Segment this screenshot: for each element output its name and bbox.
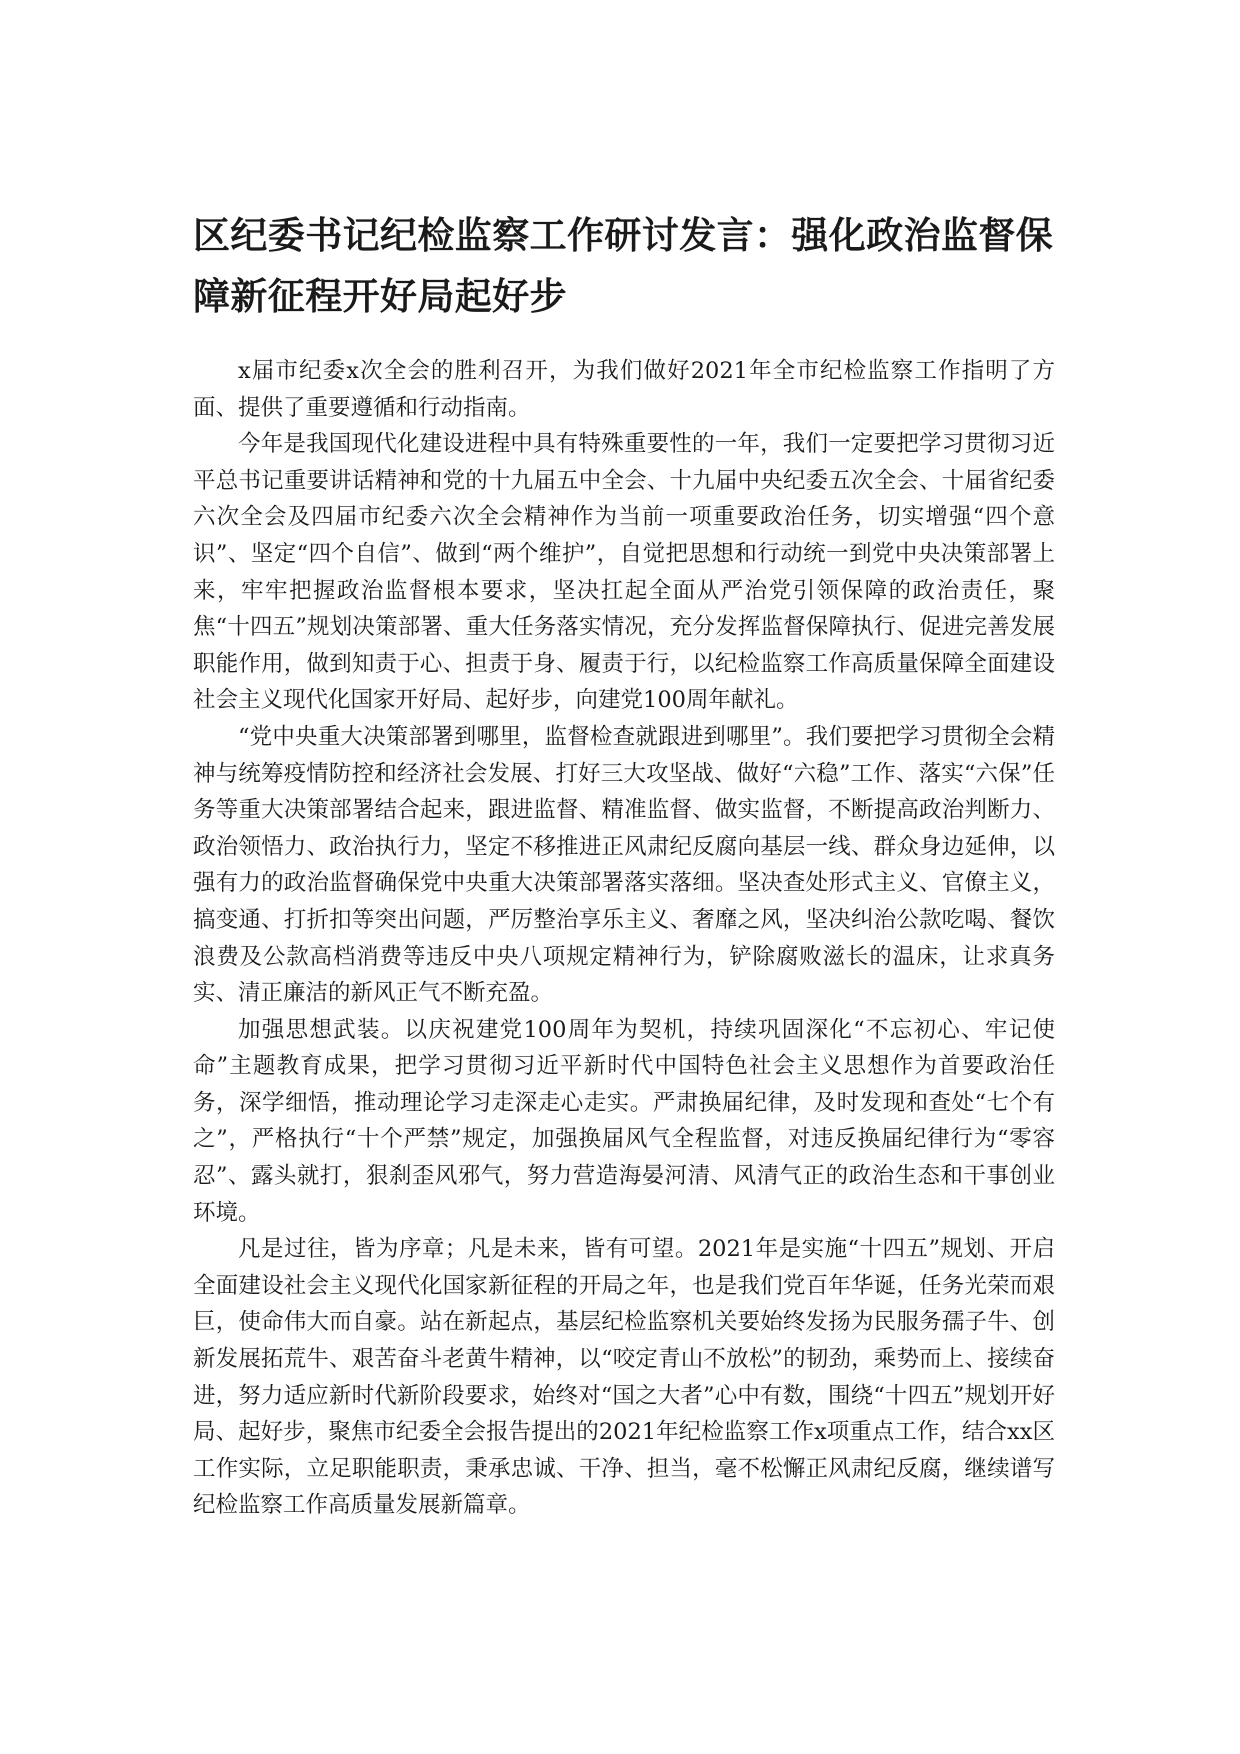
paragraph-closing: 凡是过往，皆为序章；凡是未来，皆有可望。2021年是实施“十四五”规划、开启全面建设社会主义现代化国家新征程的开局之年，也是我们党百年华诞，任务光荣而艰巨，使命伟大而自豪。站在新起点，基层纪检监察机关要始终发扬为民服务孺子牛、创新发展拓荒牛、艰苦奋斗老黄牛精神，以“咬定青山不放松”的韧劲，乘势而上、接续奋进，努力适应新时代新阶段要求，始终对“国之大者”心中有数，围绕“十四五”规划开好局、起好步，聚焦市纪委全会报告提出的2021年纪检监察工作x项重点工作，结合xx区工作实际，立足职能职责，秉承忠诚、干净、担当，毫不松懈正风肃纪反腐，继续谱写纪检监察工作高质量发展新篇章。	[193, 1236, 1055, 1519]
paragraph-opening: x届市纪委x次全会的胜利召开，为我们做好2021年全市纪检监察工作指明了方面、提供了重要遵循和行动指南。	[193, 358, 1055, 421]
document-content	[193, 205, 1055, 1524]
document-body	[193, 353, 1055, 1524]
paragraph-supervision: “党中央重大决策部署到哪里，监督检查就跟进到哪里”。我们要把学习贯彻全会精神与统筹疫情防控和经济社会发展、打好三大攻坚战、做好“六稳”工作、落实“六保”任务等重大决策部署结合起来，跟进监督、精准监督、做实监督，不断提高政治判断力、政治领悟力、政治执行力，坚定不移推进正风肃纪反腐向基层一线、群众身边延伸，以强有力的政治监督确保党中央重大决策部署落实落细。坚决查处形式主义、官僚主义，搞变通、打折扣等突出问题，严厉整治享乐主义、奢靡之风，坚决纠治公款吃喝、餐饮浪费及公款高档消费等违反中央八项规定精神行为，铲除腐败滋长的温床，让求真务实、清正廉洁的新风正气不断充盈。	[193, 723, 1055, 1007]
paragraph-ideology: 加强思想武装。以庆祝建党100周年为契机，持续巩固深化“不忘初心、牢记使命”主题教育成果，把学习贯彻习近平新时代中国特色社会主义思想作为首要政治任务，深学细悟，推动理论学习走深走心走实。严肃换届纪律，及时发现和查处“七个有之”，严格执行“十个严禁”规定，加强换届风气全程监督，对违反换届纪律行为“零容忍”、露头就打，狠刹歪风邪气，努力营造海晏河清、风清气正的政治生态和干事创业环境。	[193, 1016, 1055, 1226]
paragraph-annual-task: 今年是我国现代化建设进程中具有特殊重要性的一年，我们一定要把学习贯彻习近平总书记重要讲话精神和党的十九届五中全会、十九届中央纪委五次全会、十届省纪委六次全会及四届市纪委六次全会精神作为当前一项重要政治任务，切实增强“四个意识”、坚定“四个自信”、做到“两个维护”，自觉把思想和行动统一到党中央决策部署上来，牢牢把握政治监督根本要求，坚决扛起全面从严治党引领保障的政治责任，聚焦“十四五”规划决策部署、重大任务落实情况，充分发挥监督保障执行、促进完善发展职能作用，做到知责于心、担责于身、履责于行，以纪检监察工作高质量保障全面建设社会主义现代化国家开好局、起好步，向建党100周年献礼。	[193, 431, 1055, 714]
document-title: 区纪委书记纪检监察工作研讨发言：强化政治监督保障新征程开好局起好步	[193, 214, 1054, 318]
